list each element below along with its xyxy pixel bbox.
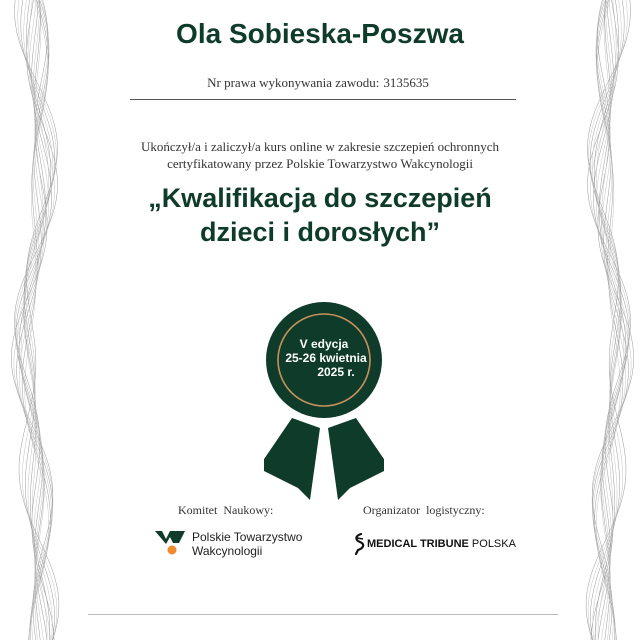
course-title-line-2: dzieci i dorosłych” — [199, 217, 441, 247]
committee-label: Komitet Naukowy: — [178, 503, 274, 517]
ptw-line-1: Polskie Towarzystwo — [192, 530, 303, 544]
ptw-line-2: Wakcynologii — [192, 544, 263, 558]
course-title — [0, 181, 640, 249]
medical-tribune-logo-icon — [352, 533, 366, 555]
course-line-2: certyfikatowany przez Polskie Towarzystwo Wakcynologii — [167, 156, 473, 171]
divider — [130, 99, 516, 100]
mt-light: POLSKA — [471, 538, 516, 550]
medical-tribune-name — [367, 538, 516, 550]
ribbon-left — [264, 418, 320, 500]
course-description — [0, 138, 640, 172]
license-line — [0, 75, 640, 91]
mt-bold: MEDICAL TRIBUNE — [367, 538, 469, 550]
ptw-name — [192, 530, 302, 558]
ribbon-right — [328, 418, 384, 500]
course-title-line-1: „Kwalifikacja do szczepień — [148, 183, 492, 213]
left-guilloche-border — [0, 0, 70, 640]
license-label: Nr prawa wykonywania zawodu: — [207, 75, 380, 90]
badge-text — [264, 337, 384, 379]
badge-year: 2025 r. — [317, 365, 355, 379]
badge-edition: V edycja — [299, 337, 349, 351]
license-number: 3135635 — [383, 75, 429, 90]
ptw-logo-icon — [155, 530, 185, 556]
recipient-name: Ola Sobieska-Poszwa — [176, 18, 464, 49]
badge-dates: 25-26 kwietnia — [285, 351, 367, 365]
rosette-badge — [264, 300, 384, 510]
bottom-divider — [88, 614, 558, 615]
right-guilloche-border — [575, 0, 640, 640]
course-line-1: Ukończył/a i zaliczył/a kurs online w zakresie szczepień ochronnych — [140, 139, 500, 154]
organizer-label: Organizator logistyczny: — [363, 503, 485, 517]
